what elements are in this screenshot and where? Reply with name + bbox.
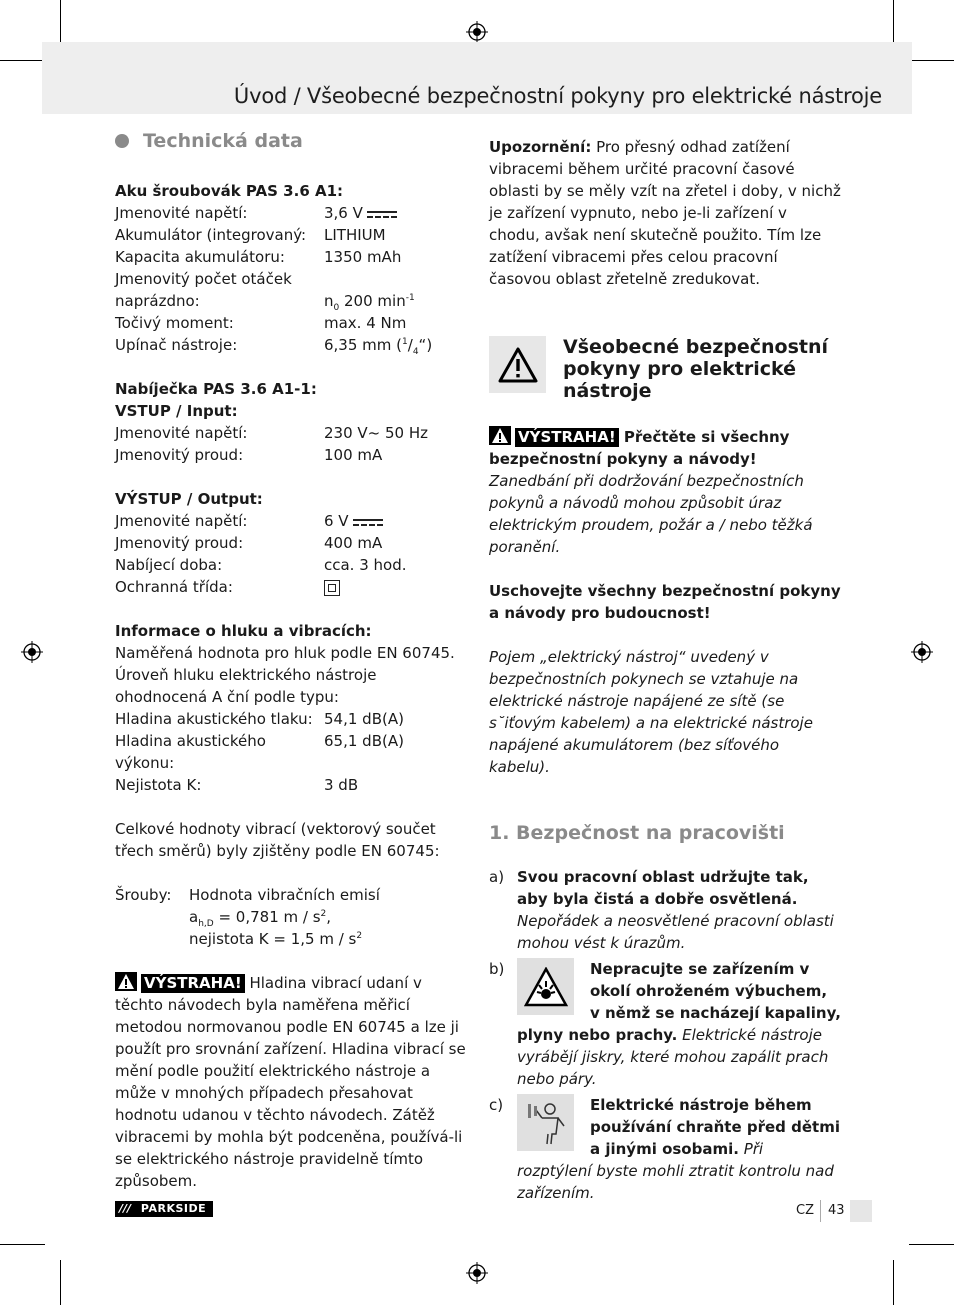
output-title: VÝSTUP / Output:: [115, 490, 263, 508]
spec-row: Hladina akustického výkonu: 65,1 dB(A): [115, 732, 404, 772]
list-item: a) Svou pracovní oblast udržujte tak, aby byla čistá a dobře osvětlená. Nepořádek a neosvětlené pracovní oblasti mohou vést k úrazům.: [489, 868, 834, 952]
warning-triangle-icon: [115, 972, 137, 991]
dc-symbol-icon: [367, 210, 397, 218]
spec-row: Jmenovité napětí: 230 V~ 50 Hz: [115, 424, 429, 442]
crop-mark: [893, 0, 894, 45]
spec-row: Hladina akustického tlaku: 54,1 dB(A): [115, 710, 404, 728]
warning-triangle-icon: [489, 336, 546, 393]
section-title: [115, 130, 470, 152]
screws-row: Šrouby: Hodnota vibračních emisí $a_{h,D} = 0,781$ m / $s^2$, nejistota K = 1,5 m / $s^2$: [115, 886, 380, 948]
charger-title: Nabíječka PAS 3.6 A1-1:: [115, 380, 317, 398]
spec-row: Jmenovitý proud: 100 mA: [115, 446, 383, 464]
warning-tag: VÝSTRAHA!: [515, 428, 619, 447]
term-definition: Pojem „elektrický nástroj“ uvedený v bezpečnostních pokynech se vztahuje na elektrické nástroje napájené ze sítě (se s˘iťovým kabelem) a na elektrické nástroje napájené akumulátorem (bez síťového kabelu).: [489, 648, 813, 776]
spec-row: Jmenovité napětí: 3,6 V: [115, 202, 470, 224]
spec-row: Upínač nástroje: 6,35 mm $(^1/_4“)$: [115, 336, 433, 357]
input-title: VSTUP / Input:: [115, 402, 238, 420]
spec-row: Jmenovitý počet otáček: [115, 270, 292, 288]
spec-row: Nejistota K: 3 dB: [115, 776, 359, 794]
footer-divider: [820, 1200, 821, 1222]
warning-triangle-icon: [489, 426, 511, 445]
noise-text: Naměřená hodnota pro hluk podle EN 60745. Úroveň hluku elektrického nástroje ohodnocená A ční podle typu:: [115, 644, 455, 706]
spec-row: Jmenovité napětí: 6 V: [115, 510, 470, 532]
registration-mark-icon: [911, 641, 933, 663]
logo-stripes-icon: ///: [119, 1202, 132, 1215]
safety-title: Všeobecné bezpečnostní pokyny pro elektrické nástroje: [563, 336, 829, 402]
protection-class-icon: [324, 580, 340, 596]
explosion-hazard-icon: [517, 958, 574, 1015]
left-column: [115, 130, 470, 1192]
safety-heading: [489, 336, 841, 402]
crop-mark: [60, 0, 61, 45]
bullet-icon: [115, 134, 129, 148]
read-instructions-warning: VÝSTRAHA! Přečtěte si všechny bezpečnostní pokyny a návody! Zanedbání při dodržování bezpečnostních pokynů a návodů mohou způsobit úraz elektrickým proudem, požár a / nebo těžká poranění.: [489, 428, 813, 556]
spec-row: Jmenovitý proud: 400 mA: [115, 534, 383, 552]
vibration-text: Celkové hodnoty vibrací (vektorový součet třech směrů) byly zjištěny podle EN 60745:: [115, 820, 440, 860]
drill-title: Aku šroubovák PAS 3.6 A1:: [115, 182, 344, 200]
registration-mark-icon: [21, 641, 43, 663]
crop-mark: [893, 1260, 894, 1305]
vibration-warning: VÝSTRAHA! Hladina vibrací udaní v těchto návodech byla naměřena měřicí metodou normovanou podle EN 60745 a lze ji použít pro srovnání zařízení. Hladina vibrací se mění podle použití elektrického nástroje a může v mnohých případech přesahovat hodnotu udanou v těchto návodech. Zátěž vibracemi by mohla být podceněna, používá-li se elektrického nástroje pravidelně tímto způsobem.: [115, 974, 466, 1190]
keep-children-away-icon: [517, 1094, 574, 1151]
list-item: b) Nepracujte se zařízením v okolí ohroženém výbuchem, v němž se nacházejí kapaliny, plyny nebo prachy. Elektrické nástroje vyrábějí jiskry, které mohou zapálit prach nebo páry.: [489, 960, 841, 1088]
crop-mark: [0, 1244, 45, 1245]
crop-mark: [909, 60, 954, 61]
spec-row: Ochranná třída:: [115, 576, 470, 598]
list-item: c) Elektrické nástroje během používání chraňte před dětmi a jinými osobami. Při rozptýlení byste mohli ztratit kontrolu nad zařízením.: [489, 1096, 840, 1202]
workplace-title: 1. Bezpečnost na pracovišti: [489, 822, 785, 844]
notice-paragraph: Upozornění: Pro přesný odhad zatížení vibracemi během určité pracovní časové oblasti by se měly vzít na zřetel i doby, v nichž je zařízení vypnuto, nebo je-li zařízení v chodu, avšak není skutečně použito. Tím lze zatížení vibracemi přes celou pracovní časovou oblast zřetelně zredukovat.: [489, 138, 841, 288]
page-title: Úvod / Všeobecné bezpečnostní pokyny pro elektrické nástroje: [233, 84, 882, 108]
footer-tab: [850, 1200, 872, 1222]
page-number: 43: [828, 1203, 845, 1218]
parkside-logo: /// PARKSIDE: [115, 1201, 213, 1217]
crop-mark: [0, 60, 45, 61]
spec-row: Točivý moment: max. 4 Nm: [115, 314, 407, 332]
spec-row: Akumulátor (integrovaný: LITHIUM: [115, 226, 386, 244]
spec-row: Kapacita akumulátoru: 1350 mAh: [115, 248, 402, 266]
crop-mark: [60, 1260, 61, 1305]
language-code: CZ: [796, 1203, 814, 1218]
noise-title: Informace o hluku a vibracích:: [115, 622, 372, 640]
warning-tag: VÝSTRAHA!: [141, 974, 245, 993]
spec-row: Nabíjecí doba: cca. 3 hod.: [115, 556, 407, 574]
registration-mark-icon: [466, 1262, 488, 1284]
section-title-text: Technická data: [143, 130, 303, 152]
registration-mark-icon: [466, 21, 488, 43]
keep-instructions: Uschovejte všechny bezpečnostní pokyny a návody pro budoucnost!: [489, 582, 841, 622]
spec-row: naprázdno: $n_0$ 200 $\min^{-1}$: [115, 292, 415, 313]
dc-symbol-icon: [353, 518, 383, 526]
right-column: [489, 136, 841, 1204]
crop-mark: [909, 1244, 954, 1245]
